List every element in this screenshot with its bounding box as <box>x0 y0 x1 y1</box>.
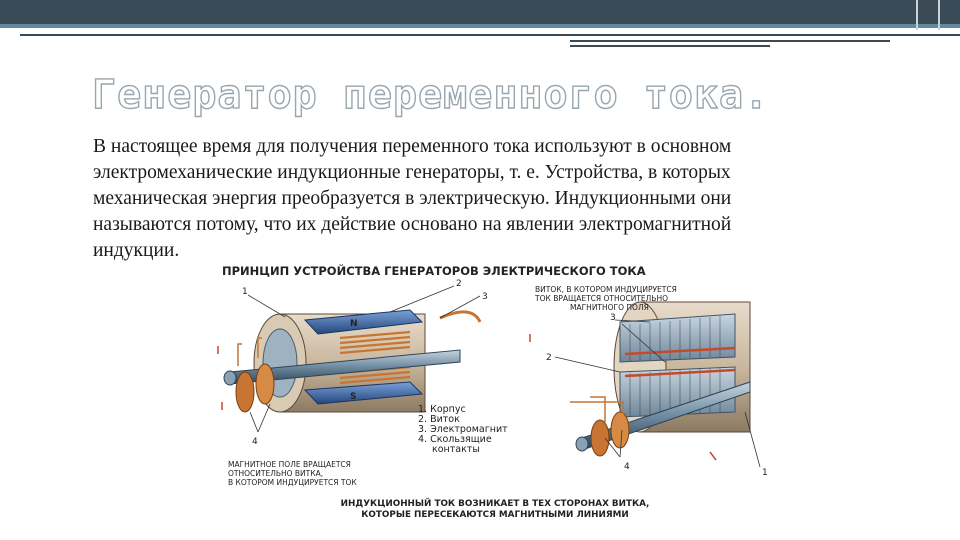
right-callout-line-1: ВИТОК, В КОТОРОМ ИНДУЦИРУЕТСЯ <box>535 285 677 294</box>
legend-item-4: 4. Скользящие <box>418 434 492 445</box>
left-callout-line-1: МАГНИТНОЕ ПОЛЕ ВРАЩАЕТСЯ <box>228 460 351 469</box>
right-label-4: 4 <box>624 462 630 472</box>
legend-item-3: 3. Электромагнит <box>418 424 508 435</box>
right-label-2: 2 <box>546 353 552 363</box>
legend-item-4-cont: контакты <box>432 444 480 455</box>
header-accent-stripe <box>0 24 960 28</box>
left-label-3: 3 <box>482 292 488 302</box>
header-rule-3 <box>570 45 770 47</box>
figure-caption <box>341 497 650 520</box>
corner-decoration <box>916 0 940 30</box>
left-label-2: 2 <box>456 279 462 289</box>
legend-item-2: 2. Виток <box>418 414 460 425</box>
left-callout-line-2: ОТНОСИТЕЛЬНО ВИТКА, <box>228 469 324 478</box>
header-rule-2 <box>570 40 890 42</box>
caption-line-1: ИНДУКЦИОННЫЙ ТОК ВОЗНИКАЕТ В ТЕХ СТОРОНАХ ВИТКА, <box>340 499 650 509</box>
left-label-4: 4 <box>252 437 258 447</box>
left-callout-line-3: В КОТОРОМ ИНДУЦИРУЕТСЯ ТОК <box>228 478 357 487</box>
slide-body-text: В настоящее время для получения переменного тока используют в основном электромеханические индукционные генераторы, т. е. Устройства, в которых механическая энергия преобразуется в электрическую. Индукционными они называются потому, что их действие основано на явлении электромагнитной индукции. <box>93 136 732 261</box>
pole-label-n: N <box>350 319 358 329</box>
right-callout-line-3: МАГНИТНОГО ПОЛЯ <box>570 303 649 312</box>
component-legend <box>418 404 508 455</box>
caption-line-2: КОТОРЫЕ ПЕРЕСЕКАЮТСЯ МАГНИТНЫМИ ЛИНИЯМИ <box>361 510 629 520</box>
figure-heading: ПРИНЦИП УСТРОЙСТВА ГЕНЕРАТОРОВ ЭЛЕКТРИЧЕСКОГО ТОКА <box>222 264 646 278</box>
pole-label-s: S <box>350 392 357 402</box>
right-label-3: 3 <box>610 313 616 323</box>
right-label-1: 1 <box>762 468 768 478</box>
left-callout <box>228 460 357 487</box>
left-label-1: 1 <box>242 287 248 297</box>
header-bar <box>0 0 960 24</box>
right-callout-line-2: ТОК ВРАЩАЕТСЯ ОТНОСИТЕЛЬНО <box>535 294 669 303</box>
right-generator <box>530 285 768 478</box>
header-rule-1 <box>20 34 960 36</box>
legend-item-1: 1. Корпус <box>418 404 466 415</box>
generator-diagram <box>210 262 770 524</box>
slide-title: Генератор переменного тока. <box>92 72 770 118</box>
